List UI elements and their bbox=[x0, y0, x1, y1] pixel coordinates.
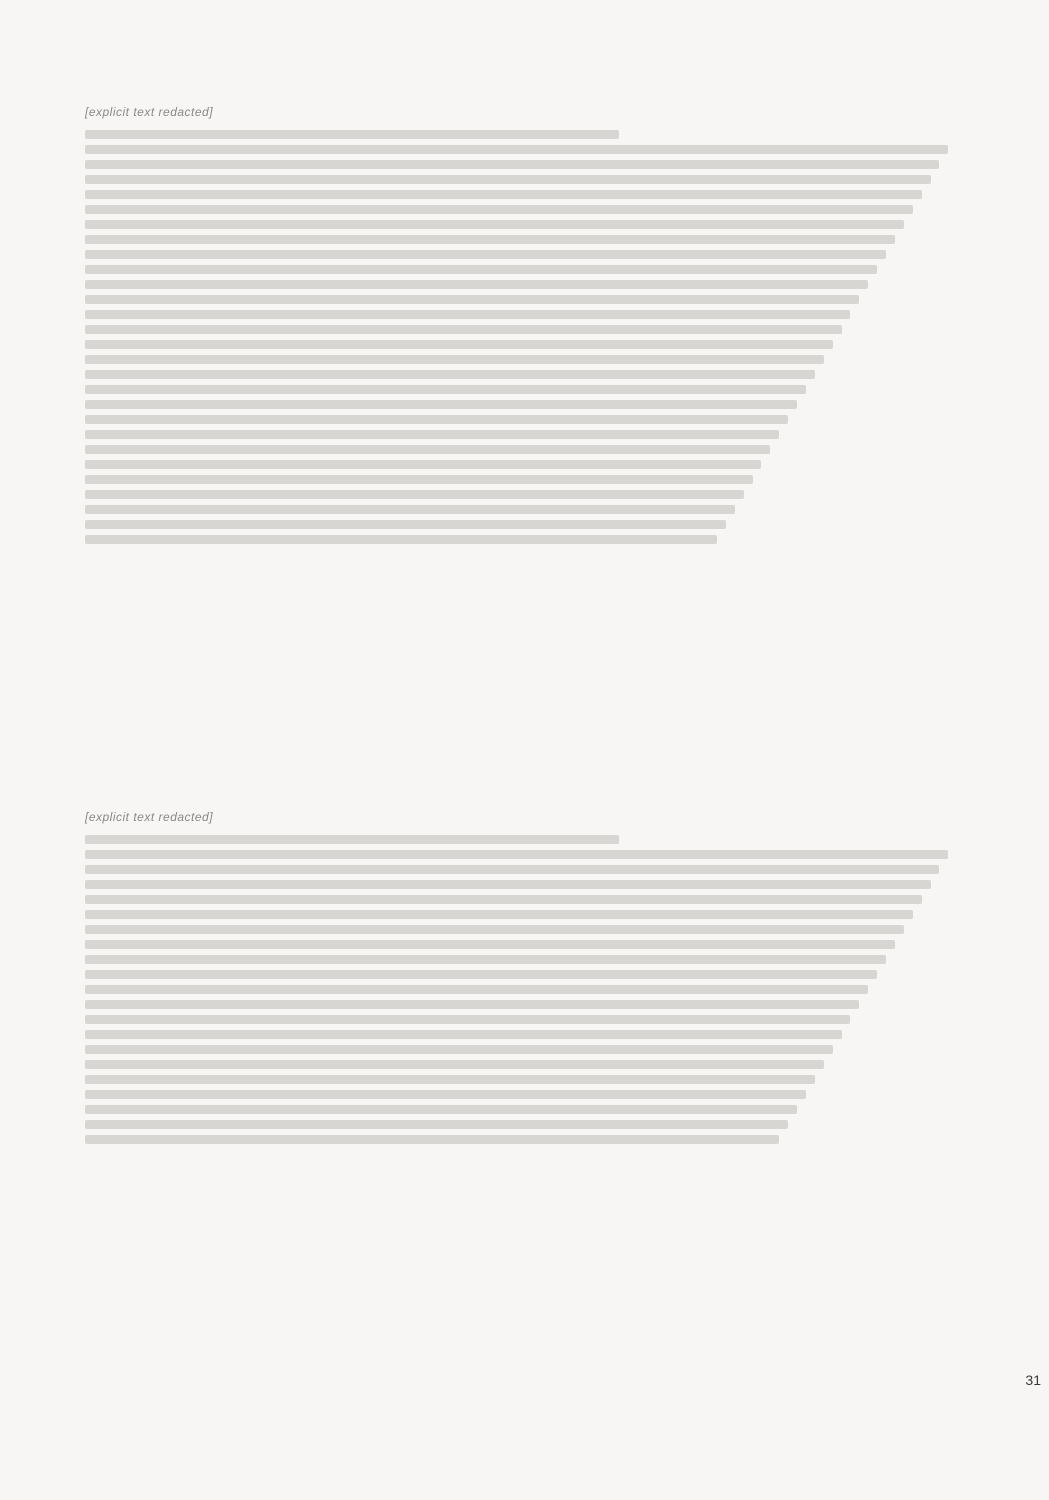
redacted-lines-upper bbox=[85, 130, 975, 544]
page-number: 31 bbox=[1025, 1372, 1041, 1388]
redacted-lines-lower bbox=[85, 835, 975, 1144]
lower-text-block bbox=[85, 800, 975, 1150]
redaction-notice: [explicit text redacted] bbox=[85, 105, 214, 119]
redaction-notice: [explicit text redacted] bbox=[85, 810, 214, 824]
upper-text-block bbox=[85, 95, 975, 550]
